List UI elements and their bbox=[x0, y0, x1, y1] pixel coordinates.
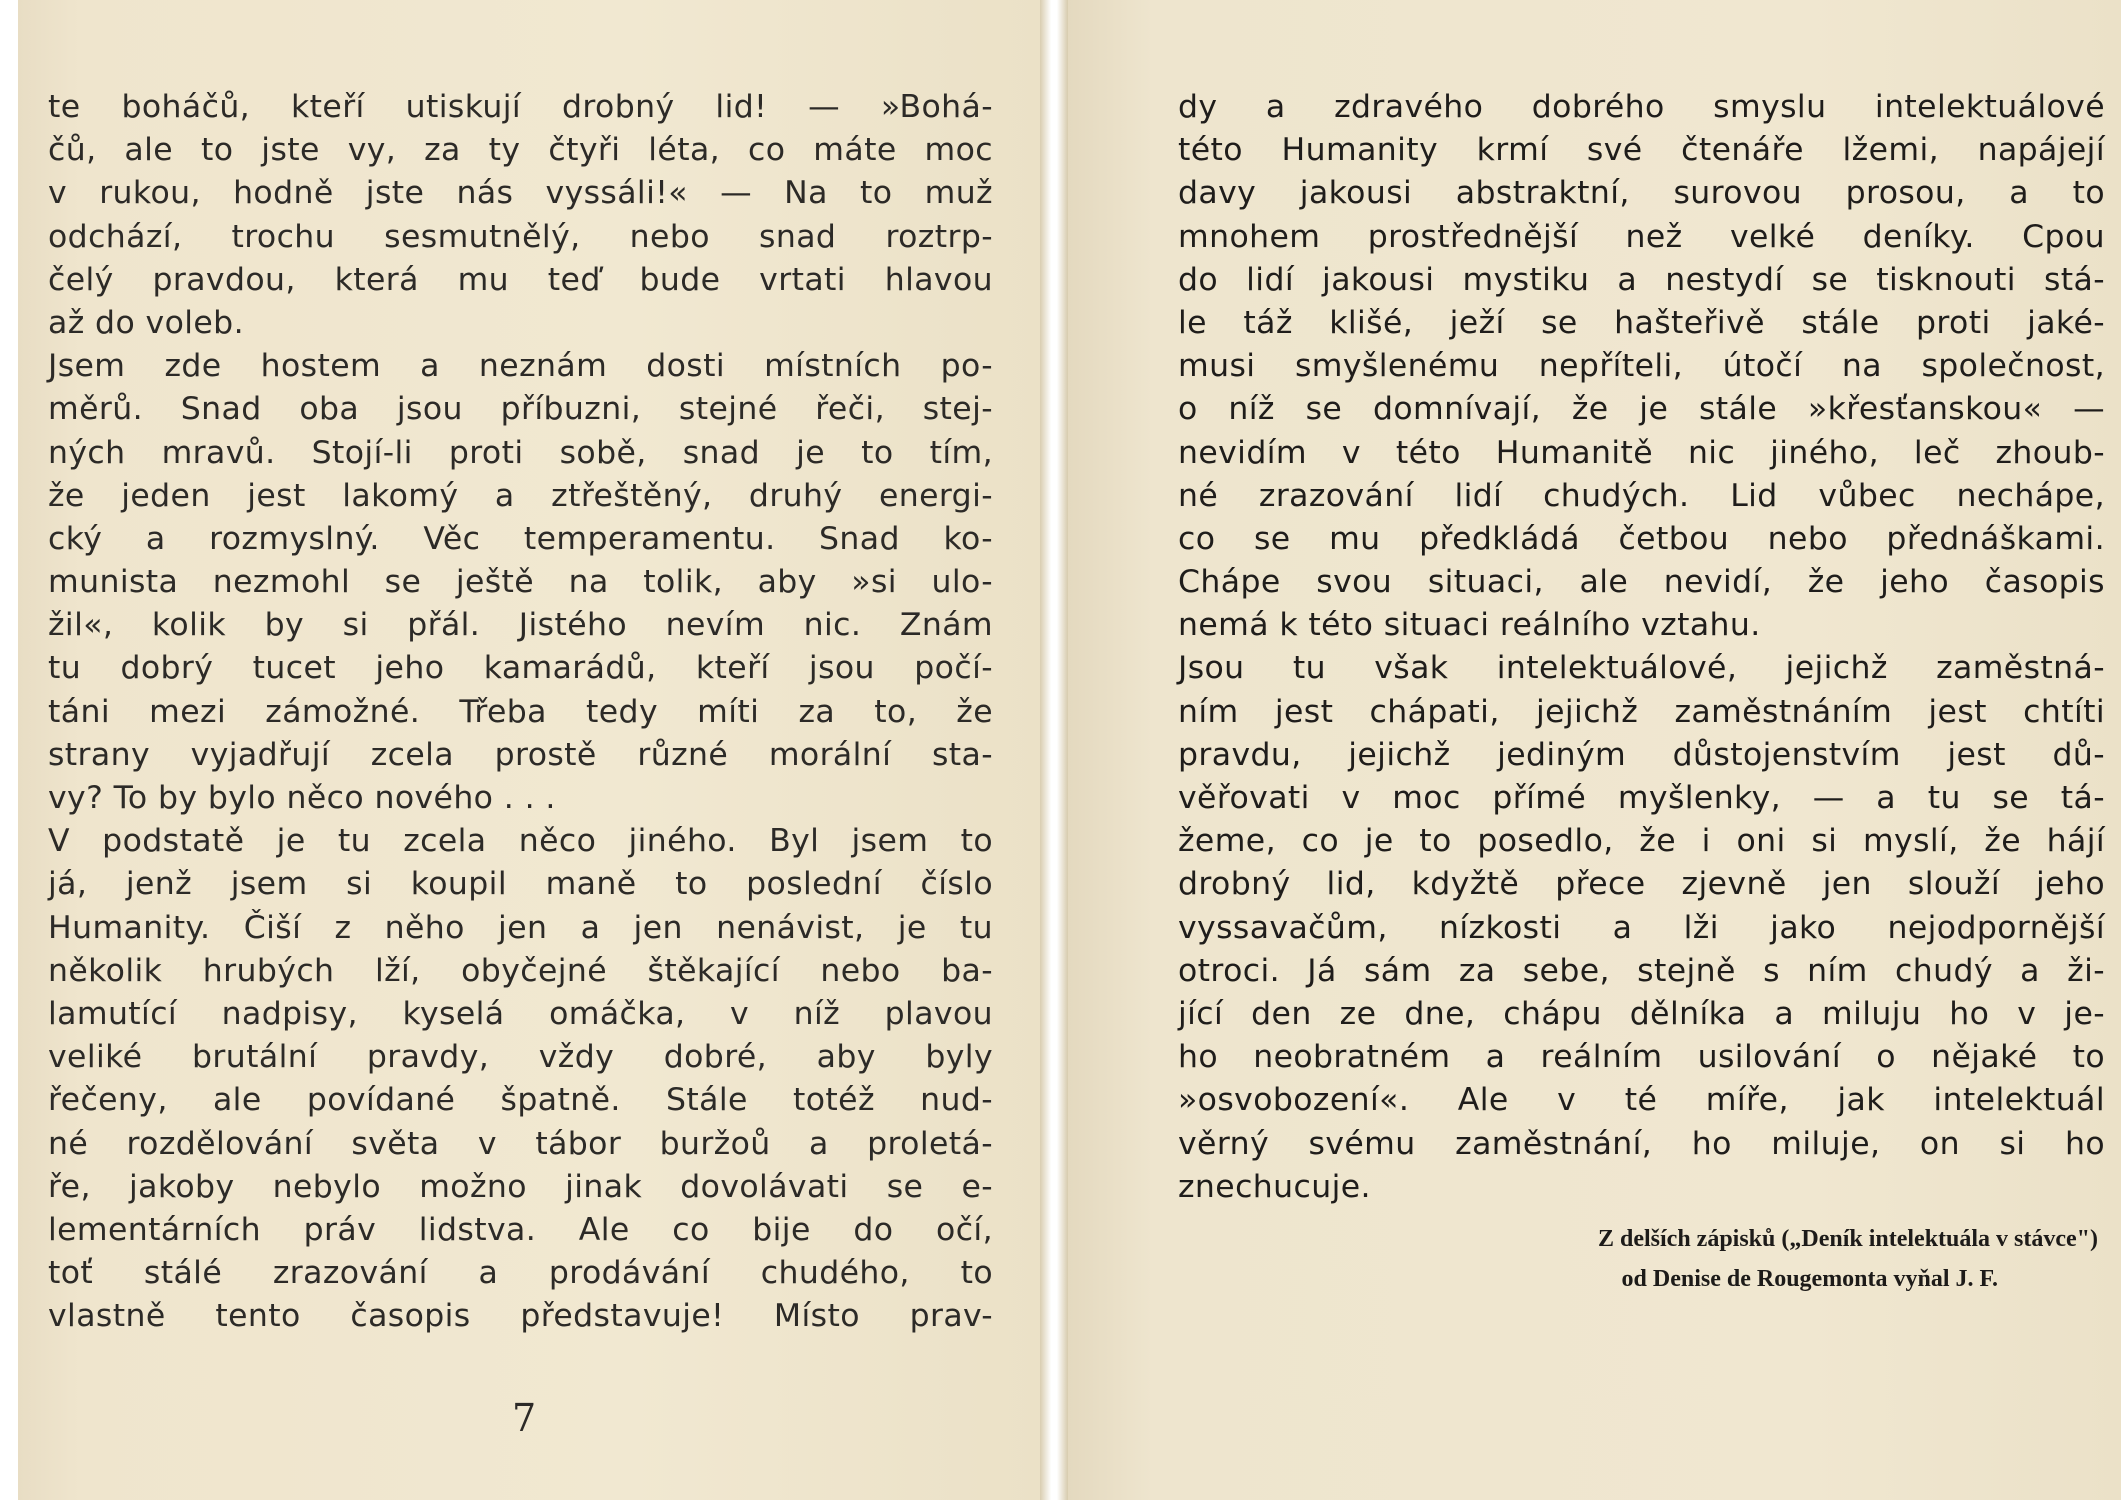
text-line: věřovati v moc přímé myšlenky, — a tu se tá- bbox=[1178, 780, 2105, 816]
text-line: mnohem prostřednější než velké deníky. Cpou bbox=[1178, 218, 2105, 255]
text-line: znechucuje. bbox=[1178, 1168, 1371, 1205]
text-line: Jsem zde hostem a neznám dosti místních po- bbox=[48, 348, 993, 385]
text-line: veliké brutální pravdy, vždy dobré, aby byly bbox=[48, 1039, 993, 1076]
text-line: této Humanity krmí své čtenáře lžemi, napájejí bbox=[1178, 132, 2105, 169]
page-number: 7 bbox=[512, 1396, 537, 1440]
text-line: cký a rozmyslný. Věc temperamentu. Snad ko- bbox=[48, 520, 993, 557]
text-line: ho neobratném a reálním usilování o nějaké to bbox=[1178, 1039, 2105, 1076]
text-line: vyssavačům, nízkosti a lži jako nejodpornější bbox=[1178, 909, 2105, 946]
source-credit-line-1: Z delších zápisků („Deník intelektuála v stávce") bbox=[1597, 1226, 2098, 1252]
text-line: dy a zdravého dobrého smyslu intelektuálové bbox=[1178, 89, 2105, 125]
text-line: vlastně tento časopis představuje! Místo prav- bbox=[48, 1298, 993, 1335]
text-line: musi smyšlenému nepříteli, útočí na společnost, bbox=[1178, 348, 2105, 385]
text-line: žeme, co je to posedlo, že i oni si myslí, že hájí bbox=[1178, 823, 2105, 860]
text-line: ním jest chápati, jejichž zaměstnáním jest chtíti bbox=[1178, 693, 2105, 730]
right-page bbox=[1068, 0, 2121, 1500]
text-line: řečeny, ale povídané špatně. Stále totéž nud- bbox=[48, 1082, 993, 1119]
source-credit-line-2: od Denise de Rougemonta vyňal J. F. bbox=[1621, 1266, 1998, 1292]
text-line: »osvobození«. Ale v té míře, jak intelektuál bbox=[1178, 1082, 2105, 1119]
text-line: čelý pravdou, která mu teď bude vrtati hlavou bbox=[48, 261, 993, 298]
left-page bbox=[18, 0, 1040, 1500]
text-line: te boháčů, kteří utiskují drobný lid! — »Bohá- bbox=[48, 89, 993, 125]
text-line: nevidím v této Humanitě nic jiného, leč zhoub- bbox=[1178, 434, 2105, 471]
right-page-body bbox=[1178, 86, 2105, 1209]
text-line: vy? To by bylo něco nového . . . bbox=[48, 780, 556, 816]
text-line: strany vyjadřují zcela prostě různé morální sta- bbox=[48, 736, 993, 773]
text-line: táni mezi zámožné. Třeba tedy míti za to, že bbox=[48, 693, 993, 730]
text-line: né zrazování lidí chudých. Lid vůbec nechápe, bbox=[1178, 477, 2105, 514]
text-line: V podstatě je tu zcela něco jiného. Byl jsem to bbox=[48, 823, 993, 860]
text-line: toť stálé zrazování a prodávání chudého, to bbox=[48, 1255, 993, 1292]
text-line: že jeden jest lakomý a ztřeštěný, druhý energi- bbox=[48, 477, 993, 514]
text-line: Jsou tu však intelektuálové, jejichž zaměstná- bbox=[1178, 650, 2105, 687]
text-line: do lidí jakousi mystiku a nestydí se tisknouti stá- bbox=[1178, 261, 2105, 298]
text-line: nemá k této situaci reálního vztahu. bbox=[1178, 607, 1761, 644]
text-line: tu dobrý tucet jeho kamarádů, kteří jsou počí- bbox=[48, 650, 993, 687]
text-line: věrný svému zaměstnání, ho miluje, on si ho bbox=[1178, 1125, 2105, 1162]
text-line: odchází, trochu sesmutnělý, nebo snad roztrp- bbox=[48, 218, 993, 255]
text-line: lementárních práv lidstva. Ale co bije do očí, bbox=[48, 1211, 993, 1248]
text-line: davy jakousi abstraktní, surovou prosou, a to bbox=[1178, 175, 2105, 212]
text-line: munista nezmohl se ještě na tolik, aby »si ulo- bbox=[48, 564, 993, 601]
text-line: jící den ze dne, chápu dělníka a miluju ho v je- bbox=[1178, 995, 2105, 1032]
text-line: žil«, kolik by si přál. Jistého nevím nic. Znám bbox=[48, 607, 993, 644]
text-line: Humanity. Čiší z něho jen a jen nenávist, je tu bbox=[48, 909, 993, 946]
text-line: le táž klišé, ježí se hašteřivě stále proti jaké- bbox=[1178, 304, 2105, 341]
text-line: ných mravů. Stojí-li proti sobě, snad je to tím, bbox=[48, 434, 993, 471]
text-line: Chápe svou situaci, ale nevidí, že jeho časopis bbox=[1178, 564, 2105, 601]
text-line: čů, ale to jste vy, za ty čtyři léta, co máte moc bbox=[48, 132, 993, 169]
text-line: pravdu, jejichž jediným důstojenstvím jest dů- bbox=[1178, 736, 2105, 773]
text-line: otroci. Já sám za sebe, stejně s ním chudý a ži- bbox=[1178, 952, 2105, 989]
text-line: až do voleb. bbox=[48, 304, 244, 341]
text-line: několik hrubých lží, obyčejné štěkající nebo ba- bbox=[48, 952, 993, 989]
text-line: já, jenž jsem si koupil maně to poslední číslo bbox=[48, 866, 993, 903]
text-line: ře, jakoby nebylo možno jinak dovolávati se e- bbox=[48, 1168, 993, 1205]
book-gutter bbox=[1040, 0, 1068, 1500]
text-line: lamutící nadpisy, kyselá omáčka, v níž plavou bbox=[48, 995, 993, 1032]
text-line: né rozdělování světa v tábor buržoů a proletá- bbox=[48, 1125, 993, 1162]
text-line: co se mu předkládá četbou nebo přednáškami. bbox=[1178, 520, 2105, 557]
text-line: o níž se domnívají, že je stále »křesťanskou« — bbox=[1178, 391, 2105, 428]
text-line: drobný lid, kdyžtě přece zjevně jen slouží jeho bbox=[1178, 866, 2105, 903]
left-page-body bbox=[48, 86, 993, 1338]
text-line: v rukou, hodně jste nás vyssáli!« — Na to muž bbox=[48, 175, 993, 212]
text-line: měrů. Snad oba jsou příbuzni, stejné řeči, stej- bbox=[48, 391, 993, 428]
